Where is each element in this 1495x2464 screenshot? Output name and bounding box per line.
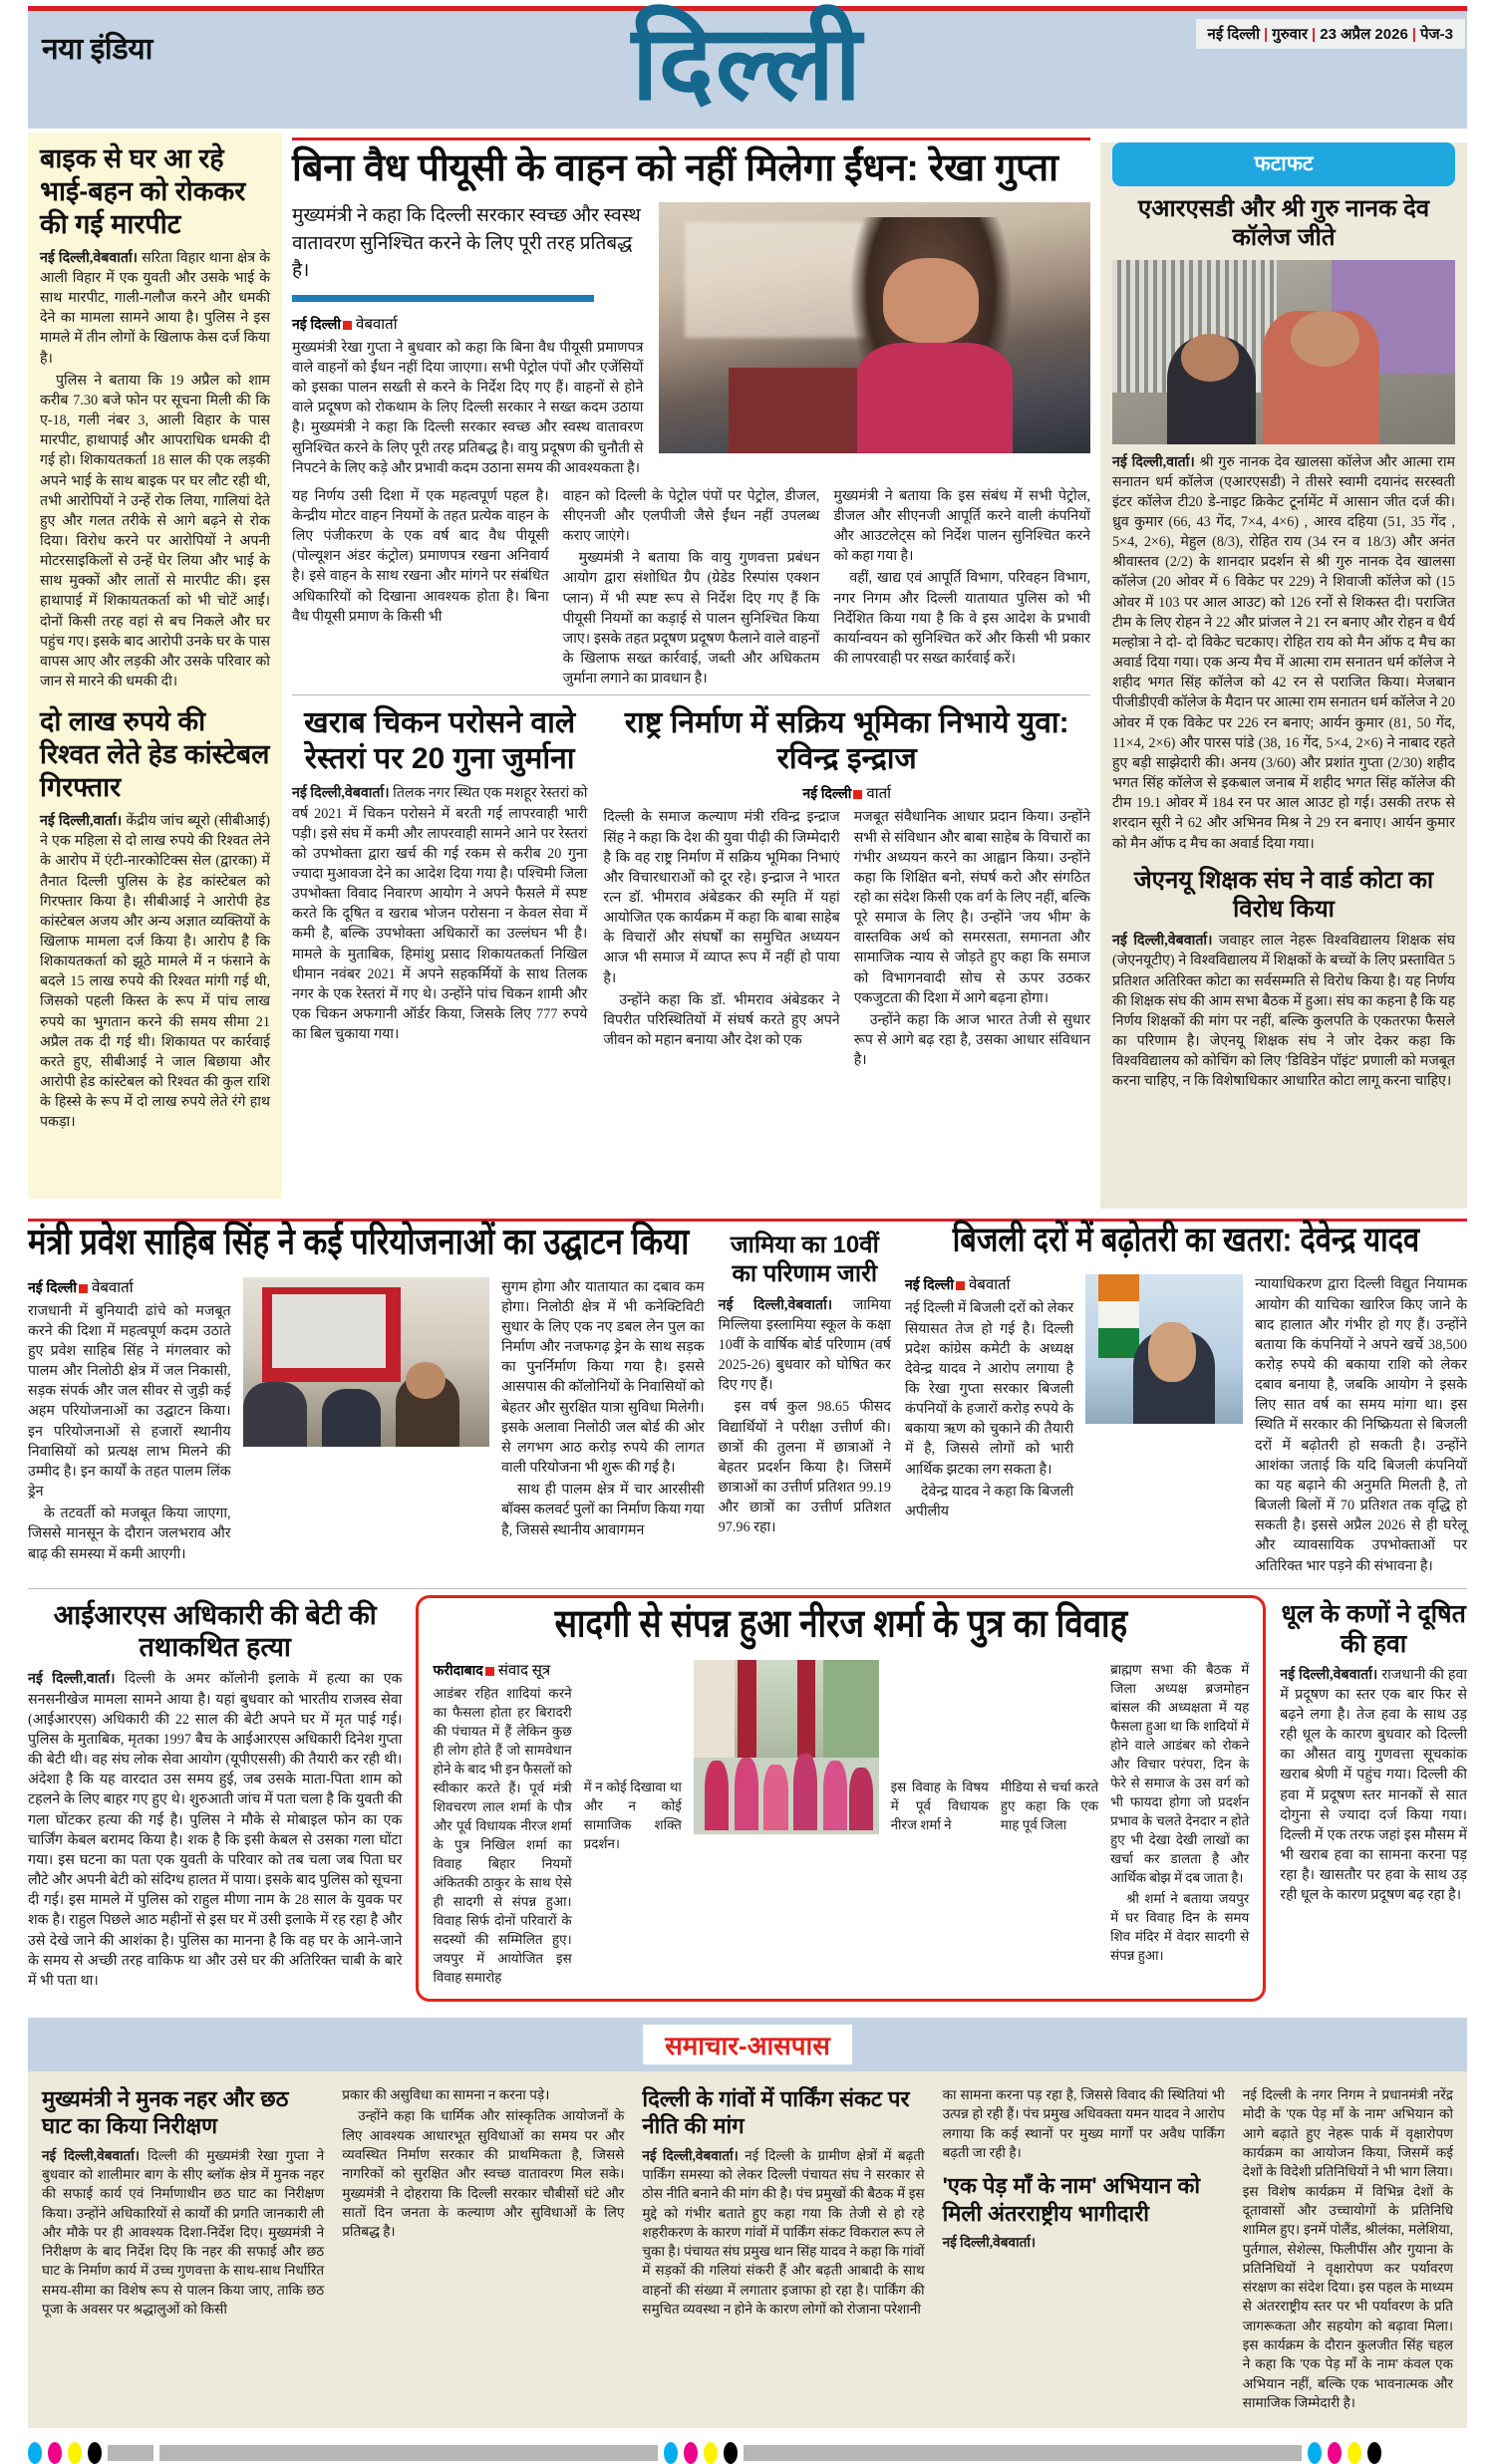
lead-c1-p1: मुख्यमंत्री रेखा गुप्ता ने बुधवार को कहा कि बिना वैध पीयूसी प्रमाणपत्र वाले वाहनों को ईंधन नहीं दिया जाएगा। सभी पेट्रोल पंपों और एजेंसियों को इसका पालन सख्ती से करने के निर्देश दिए गए हैं। वाहनों से होने वाले प्रदूषण को रोकथाम के लिए दिल्ली सरकार ने सख्त कदम उठाया है। मुख्यमंत्री ने कहा कि दिल्ली सरकार स्वच्छ और स्वस्थ वातावरण सुनिश्चित करने के लिए पूरी तरह प्रतिबद्ध है। वायु प्रदूषण की चुनौती से निपटने के लिए कड़े और प्रभावी कदम उठाना समय की आवश्यकता है।	[292, 339, 644, 476]
yuva-columns	[603, 807, 1090, 1070]
dust-headline: धूल के कणों ने दूषित की हवा	[1281, 1599, 1466, 1658]
right-column	[1100, 133, 1467, 1209]
wedding-c5: ब्राह्मण सभा की बैठक में जिला अध्यक्ष ब्रजमोहन बांसल की अध्यक्षता में यह फैसला हुआ था कि शादियों में होने वाले आडंबर को रोकने और विचार परंपरा, दिन के फेरे से समाज के उस वर्ग को भी फायदा होगा जो प्रदर्शन प्रभाव के चलते देनदार न होते हुए भी देखा देखी लाखों का खर्चा कर डालता है और आर्थिक बोझ में दब जाता है।	[1110, 1661, 1250, 1885]
register-bar	[159, 2445, 658, 2461]
minister-c2: के तटवर्ती को मजबूत किया जाएगा, जिससे मानसून के दौरान जलभराव और बाढ़ की समस्या में कमी आएगी।	[28, 1506, 231, 1562]
samachar-body	[28, 2071, 1467, 2428]
samachar-s2-p1	[642, 2146, 924, 2320]
dateline-bar: नई दिल्ली | गुरुवार | 23 अप्रैल 2026 | पेज-3	[1196, 19, 1465, 49]
right-story2-dateline: नई दिल्ली,वेबवार्ता।	[1112, 933, 1213, 950]
wedding-headline: सादगी से संपन्न हुआ नीरज शर्मा के पुत्र का विवाह	[554, 1600, 1128, 1645]
samachar-s1-cont	[342, 2085, 624, 2412]
lead-photo	[659, 202, 1090, 453]
yuva-c1-p2: उन्होंने कहा कि डॉ. भीमराव अंबेडकर ने विपरीत परिस्थितियों में संघर्ष करते हुए अपने जीवन को महान बनाया और देश को एक	[603, 991, 840, 1049]
dateline-date: 23 अप्रैल 2026	[1320, 26, 1408, 43]
lead-c3-p1: मुख्यमंत्री ने बताया कि इस संबंध में सभी पेट्रोल, डीजल और सीएनजी आपूर्ति करने वाली कंपनियों और आउटलेट्स को निर्देश पालन सुनिश्चित करने को कहा गया है।	[833, 487, 1091, 565]
magenta-dot-icon	[1328, 2442, 1342, 2464]
left-story2-p1	[40, 811, 270, 1133]
chicken-dateline: नई दिल्ली,वेबवार्ता।	[292, 785, 390, 802]
jamia-p1	[719, 1295, 891, 1396]
jamia-story	[719, 1228, 891, 1576]
cyan-dot-icon	[1308, 2442, 1322, 2464]
lead-c2-p2: मुख्यमंत्री ने बताया कि वायु गुणवत्ता प्रबंधन आयोग द्वारा संशोधित ग्रैप (ग्रेडेड रिस्पांस एक्शन प्लान) में भी स्पष्ट रूप से निर्देश दिए गए हैं कि पीयूसी नियमों का कड़ाई से पालन सुनिश्चित किया जाए। इसके तहत प्रदूषण प्रदूषण फैलाने वाले वाहनों के खिलाफ सख्त कार्रवाई, जब्ती और अधिकतम जुर्माना लगाने का प्रावधान है।	[562, 550, 820, 687]
right-story2-text: जवाहर लाल नेहरू विश्वविद्यालय शिक्षक संघ (जेएनयूटीए) ने विश्वविद्यालय में शिक्षकों के बच्चों के लिए प्रस्तावित 5 प्रतिशत अतिरिक्त कोटा का सर्वसम्मति से विरोध किया है। यह निर्णय की शिक्षक संघ की आम सभा बैठक में हुआ। संघ का कहना है कि यह निर्णय शिक्षकों की मांग पर नहीं, बल्कि कुलपति के एकतरफा फैसले का परिणाम है। जेएनयू शिक्षक संघ ने जोर देकर कहा कि विश्वविद्यालय को कोचिंग को लिए 'डिविडेन पॉइंट' प्रणाली को मजबूत करना चाहिए, न कि विशेषाधिकार आधारित कोटा लागू करना चाहिए।	[1112, 933, 1455, 1090]
dateline-city: नई दिल्ली	[1207, 26, 1261, 43]
lead-kicker-row	[292, 202, 1090, 478]
page-title: दिल्ली	[631, 6, 864, 122]
left-story1-headline: बाइक से घर आ रहे भाई-बहन को रोककर की गई मारपीट	[40, 143, 246, 239]
lead-place: नई दिल्ली	[292, 315, 342, 332]
right-tint-box	[1100, 142, 1467, 1209]
right-story1-p1	[1112, 452, 1455, 854]
newspaper-page	[0, 6, 1495, 2410]
minister-byline	[28, 1277, 231, 1297]
wedding-photo	[694, 1660, 879, 1834]
wedding-c2: में न कोई दिखावा था और न कोई सामाजिक शक्ति प्रदर्शन।	[583, 1779, 682, 1851]
right-story1-headline: एआरएसडी और श्री गुरु नानक देव कॉलेज जीते	[1137, 195, 1430, 252]
samachar-s1-p3: उन्होंने कहा कि धार्मिक और सांस्कृतिक आयोजनों के लिए आवश्यक आधारभूत सुविधाओं का समय पर और व्यवस्थित निर्माण सरकार की प्राथमिकता है, जिससे नागरिकों को सुरक्षित और स्वच्छ वातावरण मिल सके। मुख्यमंत्री ने दोहराया कि दिल्ली सरकार चौबीसों घंटे और सातों दिन जनता के कल्याण और सुविधाओं के लिए प्रतिबद्ध है।	[342, 2108, 625, 2240]
samachar-s3-text: नई दिल्ली के नगर निगम ने प्रधानमंत्री नरेंद्र मोदी के 'एक पेड़ माँ के नाम' अभियान को आगे बढ़ाते हुए नेहरू पार्क में वृक्षारोपण कार्यक्रम का आयोजन किया, जिसमें कई देशों के विदेशी प्रतिनिधियों ने भी भाग लिया। इस विशेष कार्यक्रम में विभिन्न देशों के दूतावासों और उच्चायोगों के प्रतिनिधि शामिल हुए। इनमें पोलैंड, श्रीलंका, मलेशिया, पुर्तगाल, सेशेल्स, फिलीपींस और गुयाना के प्रतिनिधियों ने वृक्षारोपण कर पर्यावरण संरक्षण का संदेश दिया। इस पहल के माध्यम से अंतरराष्ट्रीय स्तर पर भी पर्यावरण के प्रति जागरूकता और सहयोग को बढ़ावा मिला। इस कार्यक्रम के दौरान कुलजीत सिंह चहल ने कहा कि 'एक पेड़ माँ के नाम' कंवल एक अभियान नहीं, बल्कि एक भावनात्मक और सामाजिक जिम्मेदारी है।	[1242, 2087, 1453, 2410]
wedding-place: फरीदाबाद	[433, 1661, 483, 1678]
samachar-s2	[642, 2085, 924, 2412]
yuva-story	[603, 701, 1090, 1070]
irs-dateline: नई दिल्ली,वार्ता।	[28, 1671, 116, 1688]
samachar-s3	[943, 2085, 1225, 2412]
yuva-c1-p1: दिल्ली के समाज कल्याण मंत्री रविन्द्र इन्द्राज सिंह ने कहा कि देश की युवा पीढ़ी की जिम्मेदारी है कि वह राष्ट्र निर्माण में सक्रिय भूमिका निभाएं और विचारधाराओं को दूर रहे। इन्द्राज ने भारत रत्न डॉ. भीमराव अंबेडकर की स्मृति में यहां आयोजित एक कार्यक्रम में कहा कि बाबा साहेब के विचारों और संघर्षों का समुचित अध्ययन आज भी समाज में व्याप्त रूप में नहीं हो पाया है।	[603, 809, 840, 986]
red-square-icon	[853, 790, 862, 799]
samachar-s1	[42, 2085, 324, 2412]
fatafat-badge: फटाफट	[1112, 142, 1455, 186]
publication-brand: नया इंडिया	[42, 33, 152, 66]
minister-headline: मंत्री प्रवेश साहिब सिंह ने कई परियोजनाओं का उद्घाटन किया	[28, 1221, 690, 1262]
minister-c3a: सुगम होगा और यातायात का दबाव कम होगा। निलोठी क्षेत्र में भी कनेक्टिविटी सुधार के लिए एक नए डबल लेन पुल का निर्माण और नजफगढ़ ड्रेन के साथ सड़क का पुनर्निर्माण किया गया है। इससे आसपास की कॉलोनियों के निवासियों को बेहतर और सुरक्षित यात्रा सुविधा मिलेगी। इसके अलावा निलोठी जल बोर्ड की ओर से लगभग आठ करोड़ रुपये की लागत वाली परियोजना भी शुरू की गई है।	[501, 1278, 705, 1477]
black-dot-icon	[88, 2442, 102, 2464]
wedding-story	[416, 1595, 1266, 2002]
lead-kicker: मुख्यमंत्री ने कहा कि दिल्ली सरकार स्वच्छ और स्वस्थ वातावरण सुनिश्चित करने के लिए पूरी तरह प्रतिबद्ध है।	[292, 205, 641, 282]
chicken-text: तिलक नगर स्थित एक मशहूर रेस्तरां को वर्ष 2021 में चिकन परोसने में बरती गई लापरवाही भारी पड़ी। इसे संघ में कमी और लापरवाही सामने आने पर रेस्तरां को उपभोक्ता द्वारा खर्च की गई रकम से करीब 20 गुना ज्यादा मुआवजा देने का आदेश दिया गया है। पश्चिमी जिला उपभोक्ता विवाद निवारण आयोग ने अपने फैसले में स्पष्ट करते कि दूषित व खराब भोजन परोसना न केवल सेवा में कमी है, बल्कि उपभोक्ता अधिकारों का उल्लंघन भी है। मामले के मुताबिक, हिमांशु प्रसाद शिकायतकर्ता निखिल धीमान नवंबर 2021 में अपने सहकर्मियों के साथ तिलक नगर के एक रेस्तरां में गए थे। उन्होंने पांच चिकन शामी और एक चिकन अफगानी ऑर्डर किया, जिसके लिए 777 रुपये का बिल चुकाया गया।	[292, 785, 588, 1043]
yuva-byline	[603, 783, 1090, 803]
left-story2-headline: दो लाख रुपये की रिश्वत लेते हेड कांस्टेबल गिरफ्तार	[40, 706, 270, 803]
samachar-s3-cont	[1243, 2085, 1453, 2412]
mid-divider	[292, 694, 1090, 695]
samachar-s2-p2: का सामना करना पड़ रहा है, जिससे विवाद की स्थितियां भी उत्पन्न हो रही हैं। पंच प्रमुख अधिवक्ता यमन यादव ने आरोप लगाया कि कई स्थानों पर मुख्य मार्गों पर अवैध पार्किंग बढ़ती जा रही है।	[942, 2087, 1225, 2161]
yuva-place: नई दिल्ली	[802, 785, 852, 802]
cyan-dot-icon	[28, 2442, 42, 2464]
right-story2-headline: जेएनयू शिक्षक संघ ने वार्ड कोटा का विरोध किया	[1133, 866, 1434, 923]
left-story1-dateline: नई दिल्ली,वेबवार्ता।	[40, 249, 139, 266]
kicker-rule	[292, 295, 594, 302]
minister-photo	[243, 1277, 489, 1447]
red-square-icon	[956, 1281, 965, 1290]
yellow-dot-icon	[68, 2442, 82, 2464]
lead-c1-p2: यह निर्णय उसी दिशा में एक महत्वपूर्ण पहल है। केन्द्रीय मोटर वाहन नियमों के तहत प्रत्येक वाहन के लिए पंजीकरण के एक वर्ष बाद वैध पीयूसी (पोल्यूशन अंडर कंट्रोल) प्रमाणपत्र रखना अनिवार्य है। इसे वाहन के साथ रखना और मांगने पर संबंधित अधिकारियों को दिखाना आवश्यक होता है। बिना वैध पीयूसी प्रमाण के किसी भी	[292, 487, 549, 625]
jamia-headline: जामिया का 10वीं का परिणाम जारी	[730, 1232, 879, 1287]
lead-c2-p1: वाहन को दिल्ली के पेट्रोल पंपों पर पेट्रोल, डीजल, सीएनजी और एलपीजी जैसे ईंधन नहीं उपलब्ध कराए जाएंगे।	[562, 487, 820, 545]
chicken-headline: खराब चिकन परोसने वाले रेस्तरां पर 20 गुना जुर्माना	[304, 706, 576, 776]
magenta-dot-icon	[684, 2442, 698, 2464]
left-story1-p1	[40, 248, 270, 369]
samachar-s3-dateline: नई दिल्ली,वेबवार्ता।	[942, 2234, 1037, 2250]
bijli-place: नई दिल्ली	[904, 1276, 954, 1293]
mid-substories	[292, 701, 1090, 1070]
dust-dateline: नई दिल्ली,वेबवार्ता।	[1280, 1666, 1378, 1683]
samachar-s1-text: दिल्ली की मुख्यमंत्री रेखा गुप्ता ने बुधवार को शालीमार बाग के सीए ब्लॉक क्षेत्र में मुनक नहर की सफाई कार्य एवं निर्माणाधीन छठ घाट का निरीक्षण किया। उन्होंने अधिकारियों से कार्यों की प्रगति जानकारी ली और मौके पर ही आवश्यक दिशा-निर्देश दिए। मुख्यमंत्री ने निरीक्षण के बाद निर्देश दिए कि नहर की सफाई और छठ घाट के निर्माण कार्य में उच्च गुणवत्ता के साथ-साथ निर्धारित समय-सीमा का विशेष रूप से पालन किया जाए, ताकि छठ पूजा के अवसर पर श्रद्धालुओं को किसी	[42, 2147, 325, 2318]
samachar-s1-headline: मुख्यमंत्री ने मुनक नहर और छठ घाट का किया निरीक्षण	[42, 2086, 289, 2139]
samachar-s3-headline: 'एक पेड़ माँ के नाम' अभियान को मिली अंतरराष्ट्रीय भागीदारी	[942, 2173, 1201, 2226]
minister-c1: राजधानी में बुनियादी ढांचे को मजबूत करने की दिशा में महत्वपूर्ण कदम उठाते हुए प्रवेश साहिब सिंह ने मंगलवार को पालम और निलोठी क्षेत्र में जल निकासी, सड़क संपर्क और जल सीवर से जुड़ी कई अहम परियोजनाओं का उद्घाटन किया। इन परियोजनाओं से हजारों स्थानीय निवासियों को प्रत्यक्ष लाभ मिलने की उम्मीद है। इन कार्यों के तहत पालम लिंक ड्रेन	[28, 1302, 231, 1501]
chicken-story	[292, 701, 587, 1070]
jamia-p2: इस वर्ष कुल 98.65 फीसद विद्यार्थियों ने परीक्षा उत्तीर्ण की। छात्रों की तुलना में छात्राओं ने बेहतर प्रदर्शन किया है। जिसमें छात्राओं का उत्तीर्ण प्रतिशत 99.19 और छात्रों का उत्तीर्ण प्रतिशत 97.96 रहा।	[718, 1399, 891, 1536]
right-story1-text: श्री गुरु नानक देव खालसा कॉलेज और आत्मा राम सनातन धर्म कॉलेज (एआरएसडी) ने तीसरे स्वामी दयानंद सरस्वती इंटर कॉलेज टी20 डे-नाइट क्रिकेट टूर्नामेंट में आसान जीत दर्ज की। ध्रुव कुमार (66, 43 गेंद, 7×4, 4×6) , आरव दहिया (51, 35 गेंद , 5×4, 2×6), मेहुल (8/3), रोहित राय (34 रन व 18/3) और अनंत श्रीवास्तव (2/2) के शानदार प्रदर्शन से श्री गुरु नानक देव खालसा कॉलेज (20 ओवर में 6 विकेट पर 229) ने शिवाजी कॉलेज को (15 ओवर में 103 पर आल आउट) को 126 रनों से शिकस्त दी। पराजित टीम के लिए रोहन ने 22 और प्रांजल ने 21 रन बनाए और रोहन व धैर्य मल्होत्रा ने दो- दो विकेट चटकाए। रोहित राय को मैन ऑफ द मैच का अवार्ड दिया गया। एक अन्य मैच में आत्मा राम सनातन धर्म कॉलेज ने शहीद भगत सिंह कॉलेज को 42 रन से पराजित किया। मेजबान पीजीडीएवी कॉलेज के मैदान पर आत्मा राम सनातन धर्म कॉलेज ने 20 ओवर में एक विकेट पर 226 रन बनाए; आर्यन कुमार (81, 50 गेंद, 11×4, 2×6) और पारस पांडे (38, 16 गेंद, 5×4, 2×6) ने नाबाद रहते हुए बड़ी साझेदारी की। अनय (3/60) और प्रशांत गुप्ता (2/30) शहीद भगत सिंह कॉलेज से इकबाल जनाब में शहीद भगत सिंह कॉलेज की टीम 19.1 ओवर में 184 रन पर आल आउट हो गई। उसकी तरफ से शरदान सूरी ने 62 और अभिनव मिश्र ने 29 रन बनाए। आर्यन कुमार को मैन ऑफ द मैच का अवार्ड दिया गया।	[1112, 453, 1455, 852]
chicken-p1	[292, 783, 587, 1044]
minister-c3b: साथ ही पालम क्षेत्र में चार आरसीसी बॉक्स कलवर्ट पुलों का निर्माण किया गया है, जिससे स्थानीय आवागमन	[501, 1482, 705, 1538]
samachar-s3-p1-a	[943, 2233, 1225, 2252]
left-story2-text1: केंद्रीय जांच ब्यूरो (सीबीआई) ने एक महिला से दो लाख रुपये की रिश्वत लेने के आरोप में एंटी-नारकोटिक्स सेल (द्वारका) में तैनात दिल्ली पुलिस के हेड कांस्टेबल को गिरफ्तार किया है। सीबीआई ने आरोपी हेड कांस्टेबल अजय और अन्य अज्ञात व्यक्तियों के खिलाफ मामला दर्ज किया है। आरोप है कि शिकायतकर्ता को झूठे मामले में न फंसाने के बदले 15 लाख रुपये की रिश्वत मांगी गई थी, जिसको पहली किस्त के रूप में पांच लाख रुपये का भुगतान करने की समय सीमा 21 अप्रैल तक दी गई थी। शिकायत पर कार्रवाई करते हुए, सीबीआई ने जाल बिछाया और आरोपी हेड कांस्टेबल को रिश्वत की कुल राशि के हिस्से के रूप में दो लाख रुपये लेते रंगे हाथ पकड़ा।	[40, 813, 270, 1131]
wedding-c1: आडंबर रहित शादियां करने का फैसला होता हर बिरादरी की पंचायत में हैं लेकिन कुछ ही लोग होते हैं जो सामवेधान होने के बाद भी इन फैसलों को स्वीकार करते हैं। पूर्व मंत्री शिवचरण लाल शर्मा के पौत्र और पूर्व विधायक नीरज शर्मा के पुत्र निखिल शर्मा का विवाह बिहार नियमों अंकितकी ठाकुर के साथ ऐसे ही सादगी से संपन्न हुआ। विवाह सिर्फ दोनों परिवारों के सदस्यों की सम्मिलित हुए। जयपुर में आयोजित इस विवाह समारोह	[433, 1685, 572, 1986]
lead-col2	[563, 486, 820, 689]
lead-col3	[833, 486, 1090, 689]
dust-p1	[1280, 1665, 1467, 1906]
yuva-agency: वार्ता	[866, 786, 892, 803]
wedding-c4: मीडिया से चर्चा करते हुए कहा कि एक माह पूर्व जिला	[1000, 1779, 1099, 1832]
samachar-s2-dateline: नई दिल्ली,वेबवार्ता।	[642, 2147, 739, 2163]
bijli-c1: नई दिल्ली में बिजली दरों को लेकर सियासत तेज हो गई है। दिल्ली प्रदेश कांग्रेस कमेटी के अध्यक्ष देवेन्द्र यादव ने आरोप लगाया है कि रेखा गुप्ता सरकार बिजली कंपनियों के हजारों करोड़ रुपये के बकाया ऋण को चुकाने की तैयारी में है, जिससे लोगों को भारी आर्थिक झटका लग सकता है।	[904, 1300, 1074, 1478]
magenta-dot-icon	[48, 2442, 62, 2464]
lead-c3-p2: वहीं, खाद्य एवं आपूर्ति विभाग, परिवहन विभाग, नगर निगम और दिल्ली यातायात पुलिस को भी निर्देशित किया गया है कि वे इस आदेश के प्रभावी कार्यान्वयन को सुनिश्चित करें और किसी भी प्रकार की लापरवाही पर सख्त कार्रवाई करें।	[833, 570, 1091, 668]
samachar-s2-text: नई दिल्ली के ग्रामीण क्षेत्रों में बढ़ती पार्किंग समस्या को लेकर दिल्ली पंचायत संघ ने सरकार से ठोस नीति बनाने की मांग की है। पंच प्रमुखों की बैठक में इस मुद्दे को गंभीर बताते हुए कहा गया कि तेजी से हो रहे शहरीकरण के कारण गांवों में पार्किंग संकट विकराल रूप ले चुका है। पंचायत संघ प्रमुख थान सिंह यादव ने कहा कि गांवों में सड़कों की गलियां संकरी हैं और बढ़ती आबादी के साथ वाहनों की संख्या में लगातार इजाफा हो रहा है। पार्किंग की समुचित व्यवस्था न होने के कारण लोगों को रोजाना परेशानी	[642, 2147, 925, 2318]
register-bar	[744, 2445, 1302, 2461]
band3	[28, 1588, 1467, 2002]
samachar-s2-headline: दिल्ली के गांवों में पार्किंग संकट पर नीति की मांग	[642, 2086, 910, 2139]
cyan-dot-icon	[664, 2442, 678, 2464]
bijli-photo	[1085, 1274, 1243, 1424]
samachar-s1-p2: प्रकार की असुविधा का सामना न करना पड़े।	[342, 2087, 550, 2103]
lead-col1	[292, 486, 549, 689]
wedding-red-box	[416, 1595, 1266, 2002]
right-story2-p1	[1112, 931, 1455, 1091]
dust-text: राजधानी की हवा में प्रदूषण का स्तर एक बार फिर से बढ़ने लगा है। तेज हवा के साथ उड़ रही धूल के कारण बुधवार को दिल्ली का औसत वायु गुणवत्ता सूचकांक खराब श्रेणी में पहुंच गया। दिल्ली की हवा में प्रदूषण स्तर मानकों से सात दोगुना से ज्यादा दर्ज किया गया। दिल्ली में एक तरफ जहां इस मौसम में भी खराब हवा का सामना करना पड़ रहा है। खासतौर पर हवा के साथ उड़ रही धूल के कारण प्रदूषण बढ़ रहा है।	[1280, 1666, 1468, 1904]
left-tint-box	[28, 133, 282, 1199]
samachar-s1-dateline: नई दिल्ली,वेबवार्ता।	[42, 2147, 140, 2163]
wedding-c3: इस विवाह के विषय में पूर्व विधायक नीरज शर्मा ने	[890, 1779, 989, 1832]
bijli-byline	[905, 1274, 1073, 1294]
yellow-dot-icon	[704, 2442, 718, 2464]
left-story2-dateline: नई दिल्ली,वार्ता।	[40, 813, 123, 830]
bijli-c2: न्यायाधिकरण द्वारा दिल्ली विद्युत नियामक आयोग की याचिका खारिज किए जाने के बाद हालात और गंभीर हो गए हैं। उन्होंने बताया कि कंपनियों ने अपने खर्चे 38,500 करोड़ रुपये की बकाया राशि को लेकर दबाव बनाया है, जबकि आयोग ने इसके लिए सात वर्ष का समय मांगा था। इस स्थिति में सरकार की निष्क्रियता से बिजली दरों में बढ़ोतरी हो सकती है। उन्होंने आशंका जताई कि यदि बिजली कंपनियों का यह बढ़ाने की अनुमति मिलती है, तो बिजली बिलों में 70 प्रतिशत तक वृद्धि हो सकती है। इससे अप्रैल 2026 से ही घरेलू और व्यावसायिक उपभोक्ताओं पर अतिरिक्त भार पड़ने की संभावना है।	[1255, 1276, 1467, 1574]
jamia-dateline: नई दिल्ली,वेबवार्ता।	[718, 1296, 833, 1313]
red-square-icon	[343, 321, 352, 330]
lead-agency: वेबवार्ता	[356, 316, 398, 333]
lead-top-rule	[292, 137, 1090, 140]
black-dot-icon	[724, 2442, 738, 2464]
left-column	[28, 133, 282, 1209]
wedding-c6: श्री शर्मा ने बताया जयपुर में घर विवाह दिन के समय शिव मंदिर में वेदार सादगी से संपन्न हुआ।	[1110, 1891, 1250, 1964]
minister-place: नई दिल्ली	[28, 1278, 78, 1295]
center-column	[282, 133, 1100, 1209]
main-grid	[28, 133, 1467, 1209]
lead-body-columns	[292, 486, 1090, 689]
red-square-icon	[79, 1284, 88, 1293]
jamia-text1: जामिया मिल्लिया इस्लामिया स्कूल के कक्षा 10वीं के वार्षिक बोर्ड परिणाम (वर्ष 2025-26) बुधवार को घोषित कर दिए गए हैं।	[718, 1296, 891, 1394]
left-story1-text1: सरिता विहार थाना क्षेत्र के आली विहार में एक युवती और उसके भाई के साथ मारपीट, गाली-गलौज करने और धमकी देने का मामला सामने आया है। पुलिस ने इस मामले में तीन लोगों के खिलाफ केस दर्ज किया है।	[40, 249, 271, 367]
bijli-headline: बिजली दरों में बढ़ोतरी का खतरा: देवेन्द्र यादव	[952, 1221, 1420, 1259]
irs-text: दिल्ली के अमर कॉलोनी इलाके में हत्या का एक सनसनीखेज मामला सामने आया है। यहां बुधवार को भारतीय राजस्व सेवा (आईआरएस) अधिकारी की 22 साल की बेटी अपने घर में मृत पाई गई। पुलिस के मुताबिक, मृतका 1997 बैच के आईआरएस अधिकारी दिनेश गुप्ता की बेटी थी। वह संघ लोक सेवा आयोग (यूपीएससी) की तैयारी कर रही थी। अंदेशा है कि यह वारदात उस समय हुई, जब उसके माता-पिता शाम को टहलने के लिए बाहर गए हुए थे। शुरुआती जांच में पता चला है कि युवती की गला घोंटकर हत्या की गई है। पुलिस ने मौके से मोबाइल फोन का एक चार्जिंग केबल बरामद किया है। शक है कि इसी केबल से उसका गला घोंटा गया। इस घटना का पता एक युवती के परिवार को तब चला जब पिता घर लौटे और अपनी बेटी को संदिग्ध हालत में पाया। इसके बाद पुलिस को सूचना दी गई। इस मामले में पुलिस को राहुल मीणा नाम के 28 साल के युवक पर शक है। राहुल पिछले आठ महीनों से इस घर में उसी इलाके में रह रहा है और उसे देखे जाने की आशंका है। पुलिस का मानना है कि वह घर के आने-जाने के समय से अच्छी तरह वाकिफ था और उसे घर की अतिरिक्त चाबी के बारे में भी पता था।	[28, 1671, 403, 1989]
color-registration-strip	[28, 2442, 1467, 2464]
samachar-s1-p1	[42, 2146, 324, 2320]
samachar-label: समाचार-आसपास	[643, 2025, 852, 2064]
band2	[28, 1219, 1467, 1576]
wedding-agency: संवाद सूत्र	[497, 1662, 551, 1679]
wedding-byline	[433, 1660, 571, 1680]
irs-story	[28, 1595, 402, 2002]
bijli-agency: वेबवार्ता	[968, 1277, 1011, 1294]
irs-headline: आईआरएस अधिकारी की बेटी की तथाकथित हत्या	[53, 1599, 377, 1663]
right-story1-photo	[1112, 260, 1455, 444]
bijli-story	[904, 1221, 1467, 1576]
dust-story	[1280, 1595, 1467, 2002]
lead-byline	[292, 314, 643, 334]
band3-rule	[28, 1588, 1467, 1589]
lead-headline: बिना वैध पीयूसी के वाहन को नहीं मिलेगा ईंधन: रेखा गुप्ता	[292, 147, 1058, 189]
left-story1-p2: पुलिस ने बताया कि 19 अप्रैल को शाम करीब 7.30 बजे फोन पर सूचना मिली की कि ए-18, गली नंबर 3, आली विहार के पास मारपीट, हाथापाई और आपराधिक धमकी दी गई हो। शिकायतकर्ता 18 साल की एक लड़की अपने भाई के साथ बाइक पर घर लौट रही थी, तभी आरोपियों ने उन्हें रोक लिया, गालियां देते हुए और गलत तरीके से आगे बढ़ने से रोक दिया। विरोध करने पर आरोपियों ने अपनी मोटरसाइकिलों से उन्हें घेर लिया और भाई के साथ मुक्कों और लातों से मारपीट की। इस हाथापाई में शिकायतकर्ता को भी चोटें आईं। दोनों किसी तरह वहां से बच निकले और घर पहुंच गए। इसके बाद आरोपी उनके घर के पास वापस आए और लड़की और उसके परिवार को जान से मारने की धमकी दी।	[40, 372, 270, 690]
black-dot-icon	[1367, 2442, 1381, 2464]
yuva-c2-p1: मजबूत संवैधानिक आधार प्रदान किया। उन्होंने सभी से संविधान और बाबा साहेब के विचारों का गंभीर अध्ययन करने का आह्वान किया। उन्होंने कहा कि शिक्षित बनो, संघर्ष करो और संगठित रहो का संदेश किसी एक वर्ग के लिए नहीं, बल्कि पूरे समाज के लिए है। उन्होंने 'जय भीम' के वास्तविक अर्थ को समरसता, समानता और सामाजिक न्याय से जोड़ते हुए कहा कि समाज को विभागनवादी सोच से ऊपर उठकर एकजुटता की दिशा में आगे बढ़ना होगा।	[853, 809, 1091, 1006]
masthead	[28, 6, 1467, 129]
irs-p1	[28, 1669, 402, 1991]
dateline-page: पेज-3	[1420, 26, 1453, 43]
right-story1-dateline: नई दिल्ली,वार्ता।	[1112, 453, 1195, 470]
yellow-dot-icon	[1347, 2442, 1361, 2464]
yuva-c2-p2: उन्होंने कहा कि आज भारत तेजी से सुधार रूप से आगे बढ़ रहा है, उसका आधार संविधान है।	[853, 1011, 1091, 1069]
bijli-c1b: देवेन्द्र यादव ने कहा कि बिजली अपीलीय	[904, 1483, 1074, 1519]
register-bar	[108, 2445, 153, 2461]
minister-story	[28, 1221, 705, 1576]
minister-agency: वेबवार्ता	[92, 1279, 134, 1296]
samachar-band	[28, 2018, 1467, 2071]
dateline-day: गुरुवार	[1272, 26, 1309, 43]
yuva-headline: राष्ट्र निर्माण में सक्रिय भूमिका निभाये युवा: रविन्द्र इन्द्राज	[624, 706, 1069, 776]
red-square-icon	[485, 1667, 494, 1676]
